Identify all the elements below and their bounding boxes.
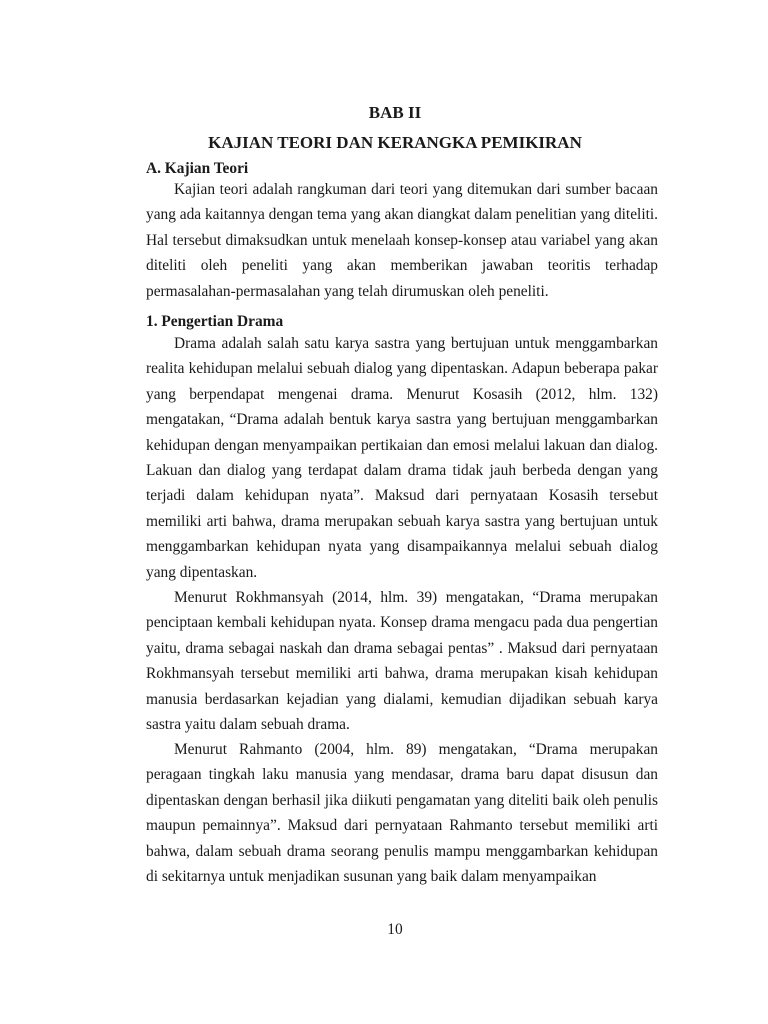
chapter-number: BAB II <box>368 103 422 122</box>
paragraph-kajian-teori: Kajian teori adalah rangkuman dari teori yang ditemukan dari sumber bacaan yang ada kaitannya dengan tema yang akan diangkat dalam penelitian yang diteliti. Hal tersebut dimaksudkan untuk menelaah konsep-konsep atau variabel yang akan diteliti oleh peneliti yang akan memberikan jawaban teoritis terhadap permasalahan-permasalahan yang telah dirumuskan oleh peneliti. <box>146 181 658 300</box>
paragraph-drama-kosasih: Drama adalah salah satu karya sastra yang bertujuan untuk menggambarkan realita kehidupan melalui sebuah dialog yang dipentaskan. Adapun beberapa pakar yang berpendapat mengenai drama. Menurut Kosasih (2012, hlm. 132) mengatakan, “Drama adalah bentuk karya sastra yang bertujuan menggambarkan kehidupan dengan menyampaikan pertikaian dan emosi melalui lakuan dan dialog. Lakuan dan dialog yang terdapat dalam drama tidak jauh berbeda dengan yang terjadi dalam kehidupan nyata”. Maksud dari pernyataan Kosasih tersebut memiliki arti bahwa, drama merupakan sebuah karya sastra yang bertujuan untuk menggambarkan kehidupan nyata yang disampaikannya melalui sebuah dialog yang dipentaskan. <box>146 335 658 581</box>
paragraph-drama-rahmanto: Menurut Rahmanto (2004, hlm. 89) mengatakan, “Drama merupakan peragaan tingkah laku manusia yang mendasar, drama baru dapat disusun dan dipentaskan dengan berhasil jika diikuti pengamatan yang diteliti baik oleh penulis maupun pemainnya”. Maksud dari pernyataan Rahmanto tersebut memiliki arti bahwa, dalam sebuah drama seorang penulis mampu menggambarkan kehidupan di sekitarnya untuk menjadikan susunan yang baik dalam menyampaikan <box>146 741 658 886</box>
chapter-title: KAJIAN TEORI DAN KERANGKA PEMIKIRAN <box>208 133 582 152</box>
section-heading-kajian-teori: A. Kajian Teori <box>146 160 249 177</box>
paragraph-drama-rokhmansyah: Menurut Rokhmansyah (2014, hlm. 39) mengatakan, “Drama merupakan penciptaan kembali kehidupan nyata. Konsep drama mengacu pada dua pengertian yaitu, drama sebagai naskah dan drama sebagai pentas” . Maksud dari pernyataan Rokhmansyah tersebut memiliki arti bahwa, drama merupakan kisah kehidupan manusia berdasarkan kejadian yang dialami, kemudian dijadikan sebuah karya sastra yaitu dalam sebuah drama. <box>146 589 658 734</box>
subsection-heading-pengertian-drama: 1. Pengertian Drama <box>146 313 284 330</box>
page-number: 10 <box>387 921 403 938</box>
